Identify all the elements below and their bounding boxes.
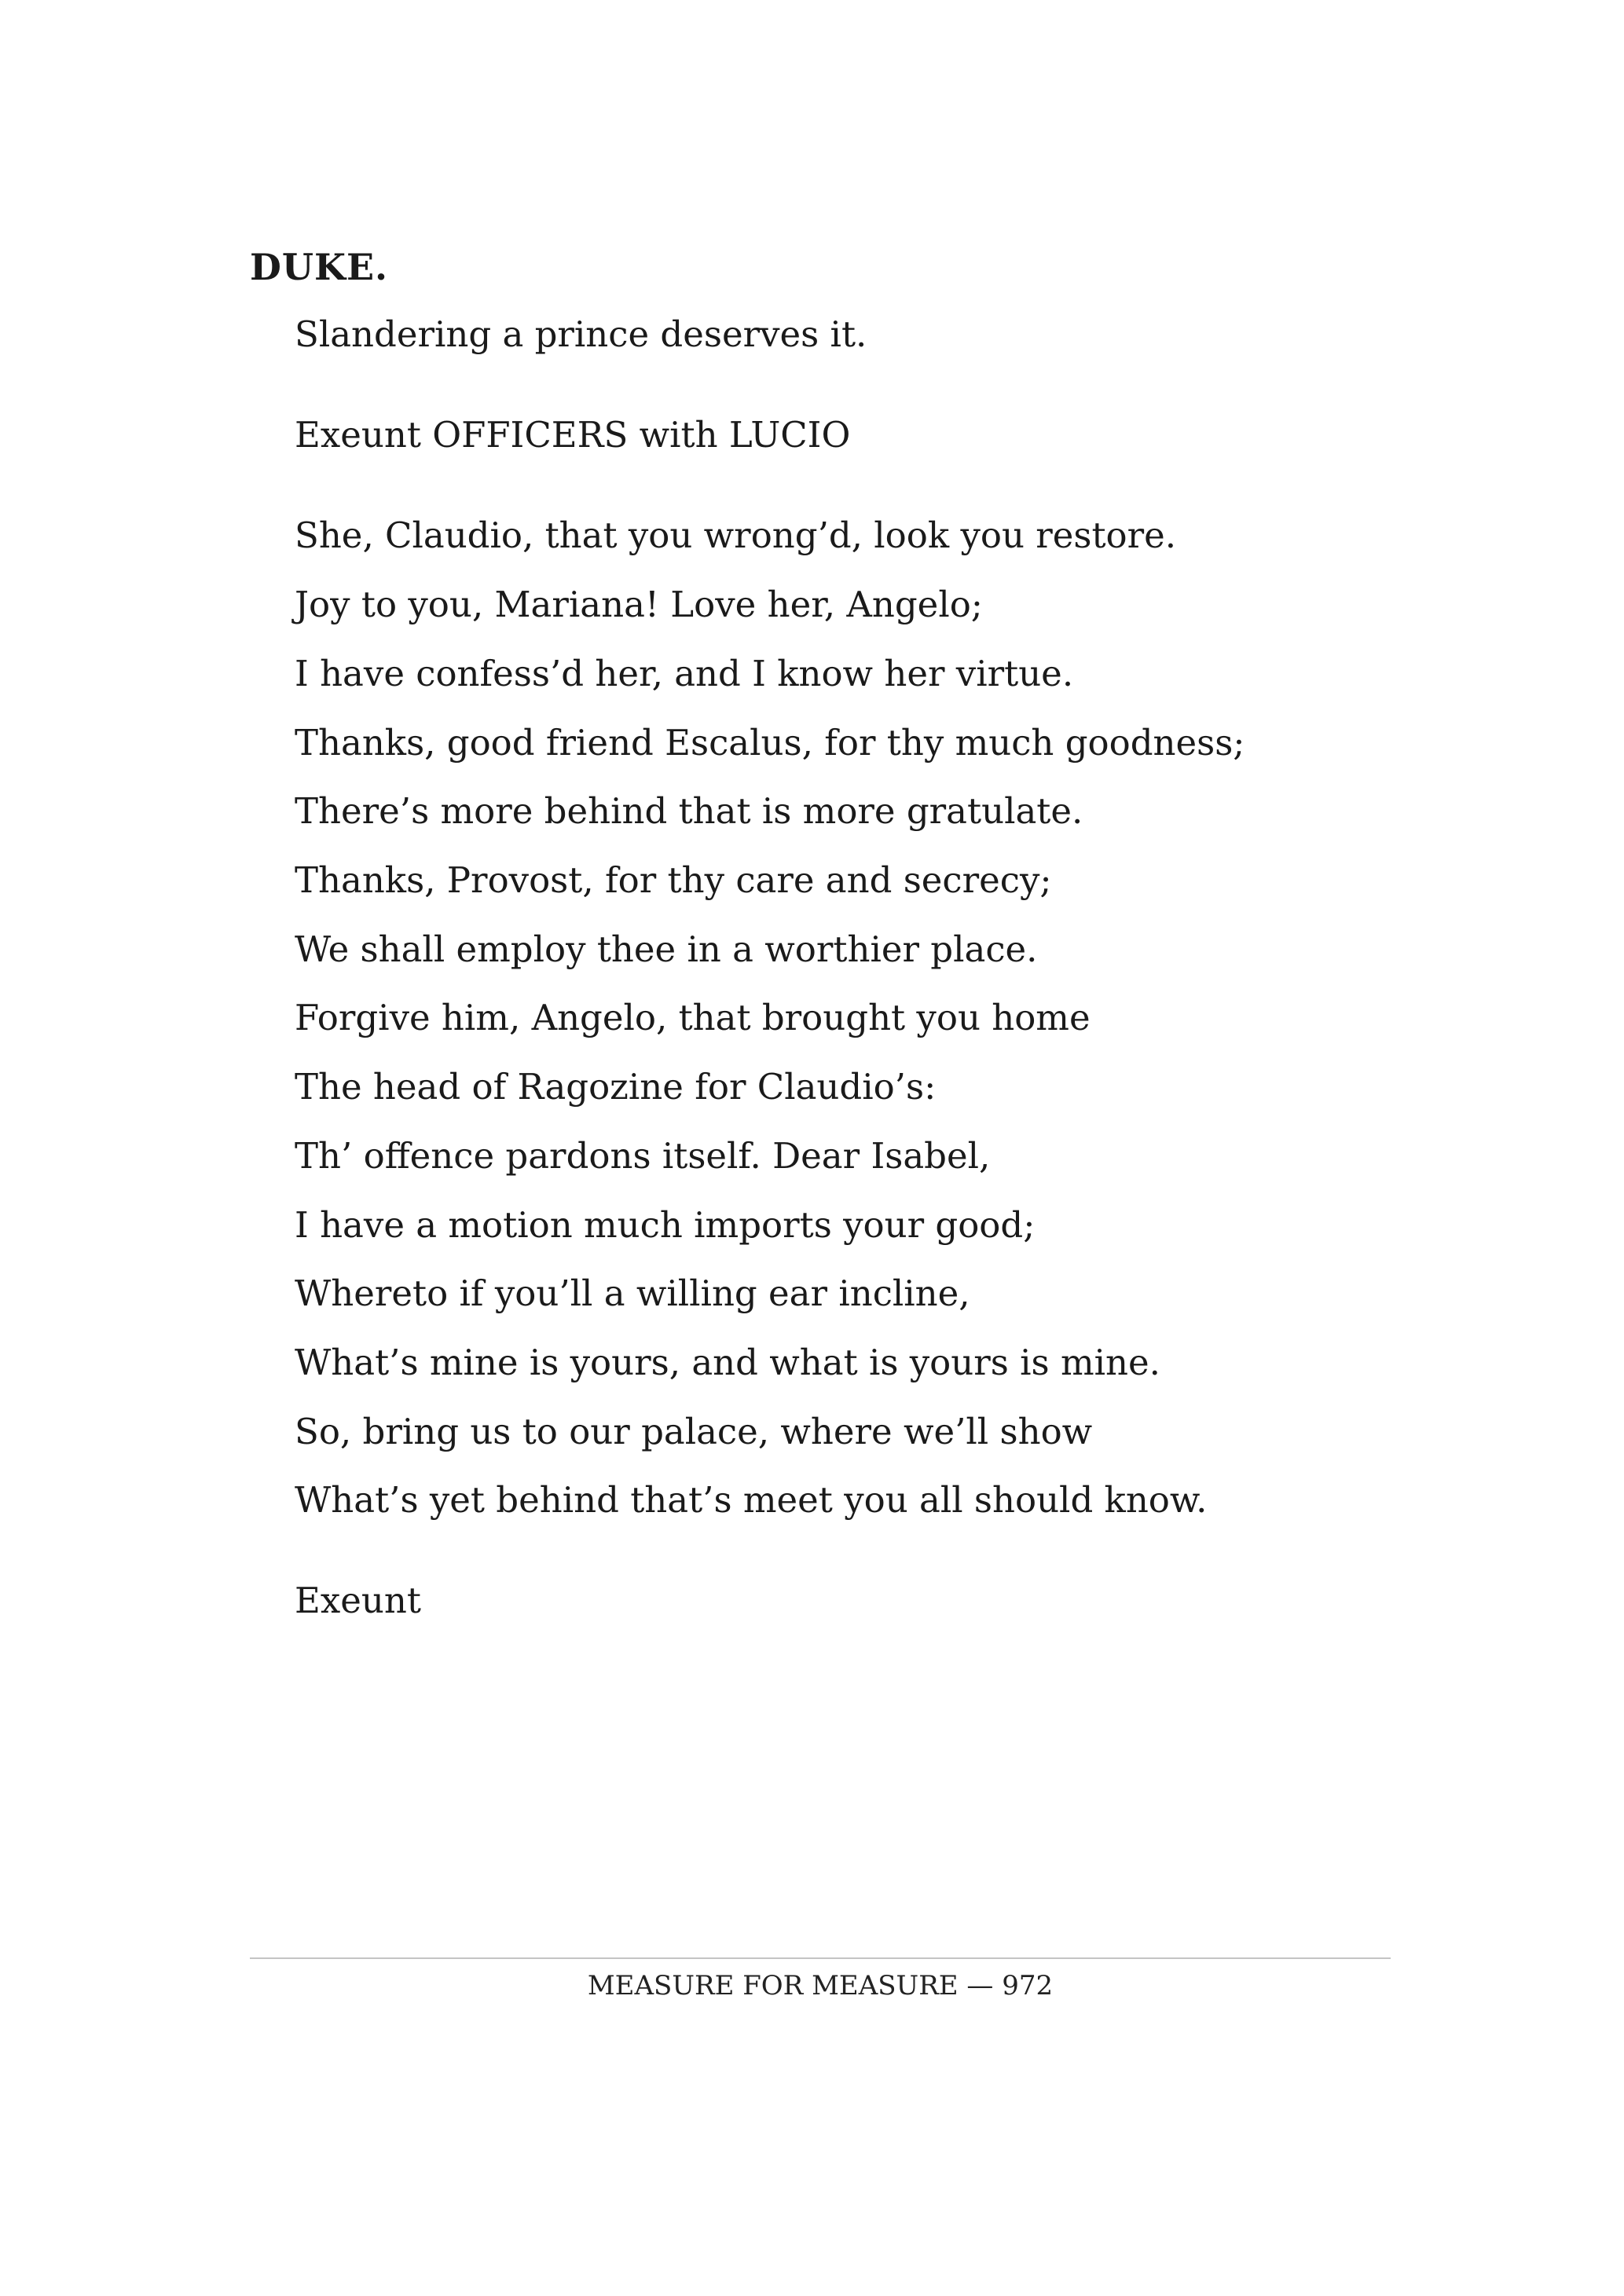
speaker-name: DUKE. [250, 246, 389, 288]
speech-line: Th’ offence pardons itself. Dear Isabel, [295, 1135, 991, 1177]
speech-line: Slandering a prince deserves it. [295, 313, 867, 355]
stage-direction: Exeunt OFFICERS with LUCIO [295, 414, 851, 456]
speech-line: I have confess’d her, and I know her virtue. [295, 653, 1074, 694]
speech-line: She, Claudio, that you wrong’d, look you restore. [295, 514, 1177, 556]
speech-line: Whereto if you’ll a willing ear incline, [295, 1273, 970, 1314]
footer-rule [250, 1957, 1391, 1959]
speech-line: Thanks, good friend Escalus, for thy much goodness; [295, 722, 1245, 764]
stage-direction: Exeunt [295, 1580, 421, 1621]
speech-line: Joy to you, Mariana! Love her, Angelo; [295, 584, 983, 625]
page-footer: MEASURE FOR MEASURE — 972 [587, 1970, 1054, 2001]
speech-line: There’s more behind that is more gratulate. [295, 790, 1083, 832]
speech-line: I have a motion much imports your good; [295, 1204, 1036, 1246]
speech-line: What’s yet behind that’s meet you all should know. [295, 1479, 1208, 1521]
speech-line: So, bring us to our palace, where we’ll show [295, 1411, 1093, 1452]
speech-line: The head of Ragozine for Claudio’s: [295, 1066, 937, 1108]
speech-line: What’s mine is yours, and what is yours is mine. [295, 1342, 1160, 1383]
speech-line: Thanks, Provost, for thy care and secrecy; [295, 859, 1052, 901]
speech-line: Forgive him, Angelo, that brought you home [295, 997, 1091, 1038]
speech-line: We shall employ thee in a worthier place. [295, 928, 1038, 970]
